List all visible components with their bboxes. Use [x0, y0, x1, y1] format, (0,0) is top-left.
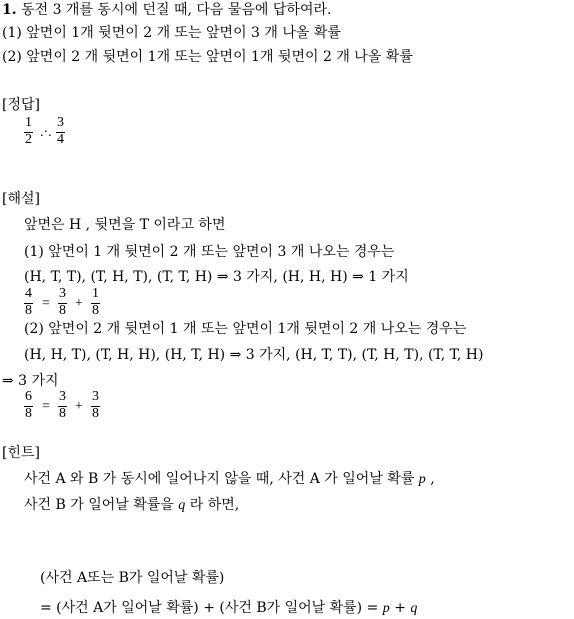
explanation-line-5: (H, H, T), (T, H, H), (H, T, H) ⇒ 3 가지, (H, T, T), (T, H, T), (T, T, H) [24, 347, 484, 363]
therefore-symbol: .·. [40, 125, 52, 140]
equals-sign: = [42, 296, 50, 311]
hint-line-2-text: 사건 B 가 일어날 확률을 [24, 497, 179, 513]
fraction-numerator: 3 [92, 389, 99, 404]
fraction-numerator: 1 [25, 115, 32, 130]
hint-formula-2-text: = (사건 A가 일어날 확률) + (사건 B가 일어날 확률) = [40, 600, 383, 616]
question-2: (2) 앞면이 2 개 뒷면이 1개 또는 앞면이 1개 뒷면이 2 개 나올 확률 [2, 49, 413, 65]
problem-number: 1. [2, 2, 17, 18]
plus-sign: + [75, 399, 83, 414]
explanation-line-4: (2) 앞면이 2 개 뒷면이 1 개 또는 앞면이 1개 뒷면이 2 개 나오는 경우는 [24, 321, 467, 337]
hint-line-1-tail: , [425, 471, 435, 487]
fraction-numerator: 3 [59, 389, 66, 404]
fraction-numerator: 4 [25, 286, 32, 301]
fraction-numerator: 1 [92, 286, 99, 301]
hint-line-1 [24, 470, 435, 489]
problem-stem: 동전 3 개를 동시에 던질 때, 다음 물음에 답하여라. [21, 2, 332, 18]
fraction-denominator: 8 [92, 406, 99, 421]
eq1-term-b-fraction [91, 287, 100, 318]
answer-fraction-1 [24, 116, 33, 147]
explanation-line-1: 앞면은 H , 뒷면을 T 이라고 하면 [24, 217, 226, 233]
fraction-numerator: 3 [59, 286, 66, 301]
hint-line-2 [24, 496, 239, 515]
fraction-denominator: 8 [59, 406, 66, 421]
fraction-denominator: 2 [25, 132, 32, 147]
eq1-term-a-fraction [58, 287, 67, 318]
explanation-line-3: (H, T, T), (T, H, T), (T, T, H) ⇒ 3 가지, (H, H, H) ⇒ 1 가지 [24, 269, 409, 285]
plus-sign: + [389, 600, 411, 616]
fraction-numerator: 3 [57, 115, 64, 130]
fraction-denominator: 4 [57, 132, 64, 147]
explanation-line-6: ⇒ 3 가지 [2, 373, 59, 389]
variable-q: q [410, 601, 418, 616]
variable-p: p [418, 472, 426, 487]
fraction-denominator: 8 [59, 303, 66, 318]
eq1-lhs-fraction [24, 287, 33, 318]
problem-header [2, 1, 331, 19]
hint-line-1-text: 사건 A 와 B 가 동시에 일어나지 않을 때, 사건 A 가 일어날 확률 [24, 471, 419, 487]
eq2-lhs-fraction [24, 390, 33, 421]
variable-q: q [178, 498, 186, 513]
explanation-line-2: (1) 앞면이 1 개 뒷면이 2 개 또는 앞면이 3 개 나오는 경우는 [24, 244, 395, 260]
eq2-term-a-fraction [58, 390, 67, 421]
answer-fraction-2 [56, 116, 65, 147]
plus-sign: + [75, 296, 83, 311]
hint-formula-2 [40, 599, 417, 618]
hint-heading: [힌트] [2, 445, 40, 461]
hint-line-2-tail: 라 하면, [185, 497, 240, 513]
answer-heading: [정답] [2, 97, 40, 113]
eq2-term-b-fraction [91, 390, 100, 421]
fraction-denominator: 8 [25, 406, 32, 421]
question-1: (1) 앞면이 1개 뒷면이 2 개 또는 앞면이 3 개 나올 확률 [2, 25, 341, 41]
variable-p: p [382, 601, 390, 616]
fraction-denominator: 8 [25, 303, 32, 318]
equals-sign: = [42, 399, 50, 414]
fraction-numerator: 6 [25, 389, 32, 404]
hint-formula-1: (사건 A또는 B가 일어날 확률) [40, 570, 225, 586]
fraction-denominator: 8 [92, 303, 99, 318]
explanation-heading: [해설] [2, 191, 40, 207]
